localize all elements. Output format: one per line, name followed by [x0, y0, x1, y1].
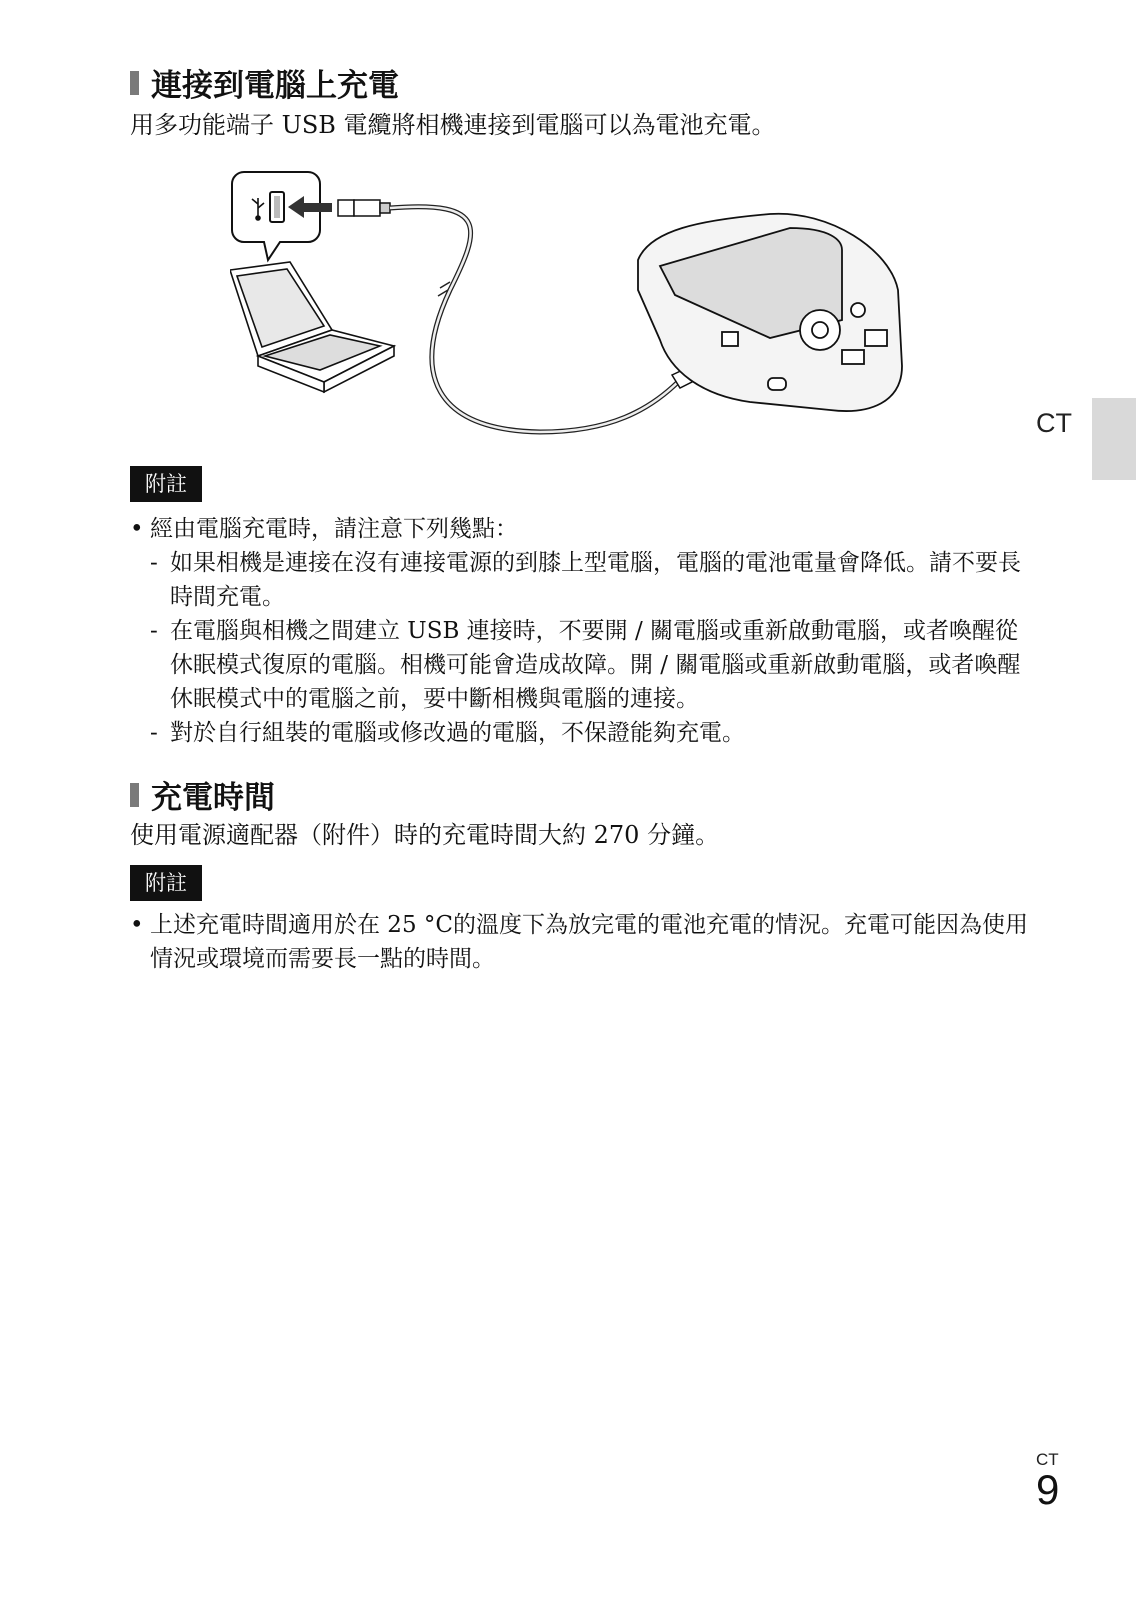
- note-bullet: • 上述充電時間適用於在 25 °C的溫度下為放完電的電池充電的情況。充電可能因為使用情況或環境而需要長一點的時間。: [130, 908, 1030, 976]
- section-body-text: 使用電源適配器（附件）時的充電時間大約 270 分鐘。: [130, 821, 720, 849]
- note-list: [130, 908, 1030, 976]
- heading-marker: [130, 71, 139, 95]
- usb-cable-icon: [390, 207, 680, 432]
- section-heading-charging-time: [130, 772, 275, 817]
- section-heading-pc-charging: [130, 60, 399, 105]
- note-label: 附註: [130, 466, 202, 502]
- note-label: 附註: [130, 865, 202, 901]
- note-dash-item: - 對於自行組裝的電腦或修改過的電腦，不保證能夠充電。: [130, 716, 1030, 750]
- section-body-text: 用多功能端子 USB 電纜將相機連接到電腦可以為電池充電。: [130, 111, 776, 139]
- usb-icon: [252, 198, 264, 220]
- note-dash-item: - 如果相機是連接在沒有連接電源的到膝上型電腦，電腦的電池電量會降低。請不要長時間充電。: [130, 546, 1030, 614]
- note-list: [130, 512, 1030, 750]
- language-tab-label: CT: [1036, 408, 1072, 438]
- usb-plug-icon: [338, 200, 390, 216]
- heading-marker: [130, 783, 139, 807]
- laptop-icon: [230, 262, 394, 392]
- note-dash-item: - 在電腦與相機之間建立 USB 連接時，不要開 / 關電腦或重新啟動電腦，或者喚醒從休眠模式復原的電腦。相機可能會造成故障。開 / 關電腦或重新啟動電腦，或者喚醒休眠模式中的電腦之前，要中斷相機與電腦的連接。: [130, 614, 1030, 716]
- insert-arrow-icon: [288, 196, 332, 218]
- section-heading-text: 連接到電腦上充電: [151, 68, 399, 104]
- page-language-code: CT: [1036, 1450, 1059, 1469]
- page-number: 9: [1036, 1466, 1060, 1513]
- language-tab: [1092, 398, 1136, 480]
- note-bullet: • 經由電腦充電時，請注意下列幾點：: [130, 512, 1030, 546]
- section-heading-text: 充電時間: [151, 780, 275, 816]
- usb-connection-illustration: [230, 170, 920, 455]
- usb-port-callout: [232, 172, 320, 260]
